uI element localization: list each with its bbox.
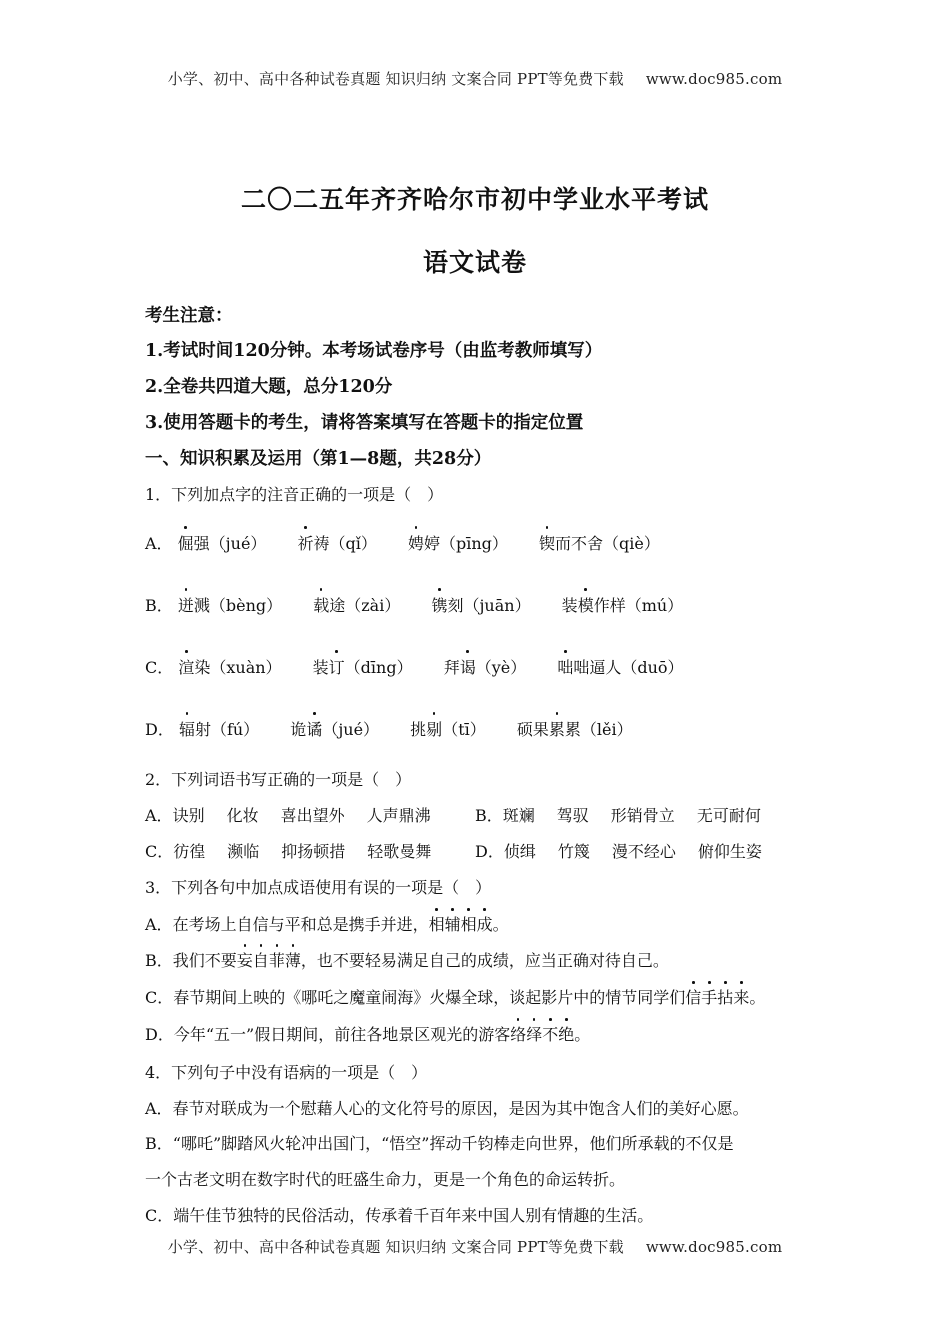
notice-item-3: 3.使用答题卡的考生，请将答案填写在答题卡的指定位置 [145, 413, 584, 433]
page-header [0, 68, 950, 89]
q1-c-item-4: 咄咄逼人（duō） [557, 658, 683, 677]
option-label: D． [145, 720, 174, 739]
option-label: C． [145, 658, 174, 677]
q1-a-item-2: 祈祷（qǐ） [298, 534, 377, 553]
exam-title: 二〇二五年齐齐哈尔市初中学业水平考试 [240, 185, 709, 214]
option-label: B． [145, 596, 173, 615]
notice-heading: 考生注意： [145, 306, 233, 326]
q4-option-a: A．春节对联成为一个慰藉人心的文化符号的原因，是因为其中饱含人们的美好心愿。 [145, 1099, 749, 1118]
q2-row-2 [145, 839, 805, 862]
q4-option-b: B．“哪吒”脚踏风火轮冲出国门，“悟空”挥动千钧棒走向世界，他们所承载的不仅是 [145, 1134, 734, 1153]
q4-stem: 4．下列句子中没有语病的一项是（ ） [145, 1063, 428, 1082]
q2-option-b: B．斑斓 驾驭 形销骨立 无可耐何 [475, 806, 761, 825]
q1-b-item-4: 装模作样（mú） [562, 596, 684, 615]
q2-option-a: A．诀别 化妆 喜出望外 人声鼎沸 [145, 806, 431, 825]
notice-item-2: 2.全卷共四道大题，总分120分 [145, 377, 393, 397]
q3-option-b: B．我们不要妄自菲薄，也不要轻易满足自己的成绩，应当正确对待自己。 [145, 948, 669, 971]
header-text: 小学、初中、高中各种试卷真题 知识归纳 文案合同 PPT等免费下载 [167, 70, 624, 88]
q3-option-d: D．今年“五一”假日期间，前往各地景区观光的游客络绎不绝。 [145, 1022, 590, 1045]
q1-a-item-1: 倔强（jué） [178, 534, 267, 553]
q1-c-item-2: 装订（dīng） [313, 658, 413, 677]
q1-c-item-3: 拜谒（yè） [444, 658, 527, 677]
footer-text: 小学、初中、高中各种试卷真题 知识归纳 文案合同 PPT等免费下载 [167, 1238, 624, 1256]
q1-option-d [145, 717, 659, 740]
q1-option-c [145, 655, 710, 678]
section-heading: 一、知识积累及运用（第1—8题，共28分） [145, 449, 492, 469]
option-label: A． [145, 534, 173, 553]
q1-option-a [145, 531, 686, 554]
q1-d-item-3: 挑剔（tī） [410, 720, 486, 739]
q2-option-c: C．彷徨 濒临 抑扬顿措 轻歌曼舞 [145, 842, 432, 861]
q4-option-c: C．端午佳节独特的民俗活动，传承着千百年来中国人别有情趣的生活。 [145, 1206, 654, 1225]
q1-a-item-4: 锲而不舍（qiè） [539, 534, 660, 553]
q1-stem: 1．下列加点字的注音正确的一项是（ ） [145, 485, 444, 504]
q3-option-a: A．在考场上自信与平和总是携手并进，相辅相成。 [145, 912, 509, 935]
q1-c-item-1: 渲染（xuàn） [178, 658, 281, 677]
footer-site: www.doc985.com [645, 1238, 783, 1256]
q3-stem: 3．下列各句中加点成语使用有误的一项是（ ） [145, 878, 492, 897]
q2-row-1 [145, 803, 805, 826]
q1-b-item-1: 迸溅（bèng） [178, 596, 282, 615]
header-site: www.doc985.com [645, 70, 783, 88]
q3-option-c: C．春节期间上映的《哪吒之魔童闹海》火爆全球，谈起影片中的情节同学们信手拈来。 [145, 985, 765, 1008]
q1-option-b [145, 593, 709, 616]
q2-option-d: D．侦缉 竹篾 漫不经心 俯仰生姿 [475, 842, 762, 861]
q1-d-item-2: 诡谲（jué） [290, 720, 379, 739]
q1-b-item-3: 镌刻（juān） [431, 596, 530, 615]
notice-item-1: 1.考试时间120分钟。本考场试卷序号（由监考教师填写） [145, 341, 603, 361]
q1-d-item-4: 硕果累累（lěi） [517, 720, 633, 739]
q1-a-item-3: 娉婷（pīng） [408, 534, 508, 553]
exam-subtitle: 语文试卷 [422, 248, 527, 277]
page-footer [0, 1236, 950, 1257]
q4-option-b-cont: 一个古老文明在数字时代的旺盛生命力，更是一个角色的命运转折。 [145, 1170, 626, 1189]
q1-b-item-2: 载途（zài） [313, 596, 400, 615]
q1-d-item-1: 辐射（fú） [179, 720, 259, 739]
q2-stem: 2．下列词语书写正确的一项是（ ） [145, 770, 412, 789]
